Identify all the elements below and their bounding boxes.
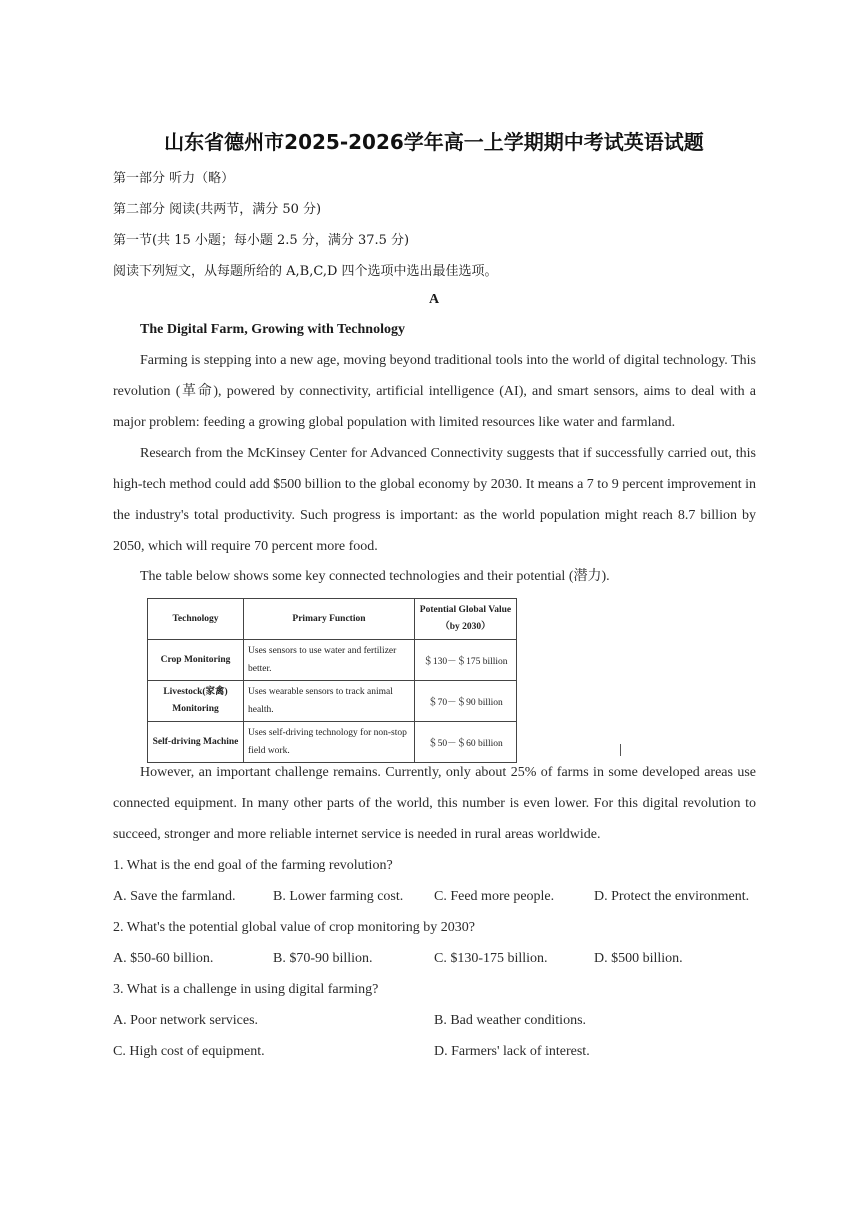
cell-function: Uses sensors to use water and fertilizer better. [244, 640, 415, 681]
question-3-stem: 3. What is a challenge in using digital farming? [113, 982, 379, 997]
cell-function: Uses wearable sensors to track animal health. [244, 681, 415, 722]
question-2-option-c[interactable]: C. $130-175 billion. [434, 951, 548, 966]
question-1-option-d[interactable]: D. Protect the environment. [594, 889, 750, 904]
passage-paragraph-3 [113, 561, 756, 592]
table-row [148, 681, 517, 722]
question-2-option-a[interactable]: A. $50-60 billion. [113, 951, 214, 966]
header-value-line2: （by 2030） [440, 622, 491, 632]
header-value-line1: Potential Global Value [419, 605, 512, 615]
cell-tech: Livestock(家禽) Monitoring [148, 681, 244, 722]
question-2-option-d[interactable]: D. $500 billion. [594, 951, 683, 966]
header-technology: Technology [148, 599, 244, 640]
technology-table [147, 598, 517, 763]
cell-function: Uses self-driving technology for non-stop field work. [244, 722, 415, 763]
cell-value: ＄130－＄175 billion [414, 640, 516, 681]
paragraph-text: However, an important challenge remains. Currently, only about 25% of farms in some developed areas use connected equipment. In many other parts of the world, this number is even lower. For this digital revolution to succeed, stronger and more reliable internet service is needed in rural areas worldwide. [113, 765, 756, 842]
question-3-option-c[interactable]: C. High cost of equipment. [113, 1044, 265, 1059]
question-3-option-a[interactable]: A. Poor network services. [113, 1013, 259, 1028]
cell-value: ＄70－＄90 billion [414, 681, 516, 722]
passage-paragraph-2 [113, 438, 756, 562]
question-1-stem: 1. What is the end goal of the farming revolution? [113, 858, 393, 873]
question-3-option-b[interactable]: B. Bad weather conditions. [434, 1013, 587, 1028]
part1-heading: 第一部分 听力（略） [113, 171, 235, 186]
question-3-option-d[interactable]: D. Farmers' lack of interest. [434, 1044, 590, 1059]
part2-heading: 第二部分 阅读(共两节，满分 50 分) [113, 202, 322, 217]
question-1-option-b[interactable]: B. Lower farming cost. [273, 889, 404, 904]
passage-paragraph-4 [113, 757, 756, 850]
table-row [148, 640, 517, 681]
paragraph-text: Research from the McKinsey Center for Advanced Connectivity suggests that if successfully carried out, this high-tech method could add $500 billion to the global economy by 2030. It means a 7 to 9 percent improvement in the industry's total productivity. Such progress is important: as the world population might reach 8.7 billion by 2050, which will require 70 percent more food. [113, 446, 756, 554]
cell-tech: Crop Monitoring [148, 640, 244, 681]
section1-heading: 第一节(共 15 小题；每小题 2.5 分，满分 37.5 分) [113, 233, 410, 248]
paragraph-text: The table below shows some key connected technologies and their potential (潜力). [140, 569, 610, 584]
question-1-option-c[interactable]: C. Feed more people. [434, 889, 555, 904]
passage-label: A [428, 292, 440, 307]
cell-tech: Self-driving Machine [148, 722, 244, 763]
passage-paragraph-1 [113, 345, 756, 438]
table-header-row [148, 599, 517, 640]
page-title: 山东省德州市2025-2026学年高一上学期期中考试英语试题 [164, 130, 704, 154]
instruction-text: 阅读下列短文，从每题所给的 A,B,C,D 四个选项中选出最佳选项。 [113, 264, 498, 279]
cell-value: ＄50－＄60 billion [414, 722, 516, 763]
passage-heading: The Digital Farm, Growing with Technology [140, 322, 405, 337]
question-2-option-b[interactable]: B. $70-90 billion. [273, 951, 373, 966]
header-value [414, 599, 516, 640]
header-function: Primary Function [244, 599, 415, 640]
question-2-stem: 2. What's the potential global value of crop monitoring by 2030? [113, 920, 475, 935]
question-1-option-a[interactable]: A. Save the farmland. [113, 889, 236, 904]
paragraph-text: Farming is stepping into a new age, moving beyond traditional tools into the world of digital technology. This revolution (革命), powered by connectivity, artificial intelligence (AI), and smart sensors, aims to deal with a major problem: feeding a growing global population with limited resources like water and farmland. [113, 353, 756, 430]
text-cursor-mark [620, 744, 621, 756]
